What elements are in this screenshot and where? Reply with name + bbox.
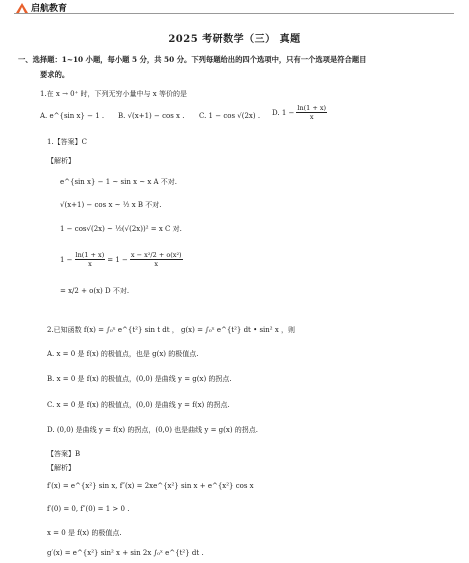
q2-option-d: D. (0,0) 是曲线 y = f(x) 的拐点，(0,0) 也是曲线 y = g(x) 的拐点. xyxy=(47,426,259,434)
q1-d-num: ln(1 + x) xyxy=(75,251,105,259)
section-instructions-cont: 要求的。 xyxy=(40,70,70,79)
q1-analysis-label: 【解析】 xyxy=(47,157,75,165)
q1-d-mid: = 1 − xyxy=(107,255,128,264)
q1-analysis-line-5: = x/2 + o(x) D 不对. xyxy=(60,287,130,295)
q1-option-d-den: x xyxy=(309,113,314,121)
q1-d-den: x xyxy=(88,260,92,268)
q2-answer: 【答案】B xyxy=(47,450,81,458)
section-instructions: 一、选择题：1~10 小题，每小题 5 分，共 50 分。下列每题给出的四个选项中，只有一个选项是符合题目 xyxy=(18,55,367,64)
q2-option-b: B. x = 0 是 f(x) 的极值点，(0,0) 是曲线 y = g(x) 的拐点. xyxy=(47,375,232,383)
q1-option-a: A. e^{sin x} − 1 . xyxy=(40,112,105,120)
q2-option-a: A. x = 0 是 f(x) 的极值点，也是 g(x) 的极值点. xyxy=(47,350,199,358)
q1-d-fraction xyxy=(75,251,106,268)
logo-icon xyxy=(16,3,28,13)
q2-analysis-line-1: f′(x) = e^{x²} sin x, f″(x) = 2xe^{x²} sin x + e^{x²} cos x xyxy=(47,482,254,490)
q1-option-d-fraction xyxy=(296,104,327,121)
q1-d-den-2: x xyxy=(154,260,159,268)
q1-option-d-num: ln(1 + x) xyxy=(297,104,327,112)
logo-text: 启航教育 xyxy=(31,4,68,14)
q1-stem: 1.在 x → 0⁺ 时，下列无穷小量中与 x 等价的是 xyxy=(40,90,187,98)
q1-answer: 1.【答案】C xyxy=(47,138,88,146)
page-title: 2025 考研数学（三） 真题 xyxy=(168,34,301,45)
q2-analysis-line-4: g′(x) = e^{x²} sin² x + sin 2x ∫₀ˣ e^{t²} dt . xyxy=(47,549,204,557)
q2-option-c: C. x = 0 是 f(x) 的极值点，(0,0) 是曲线 y = f(x) 的拐点. xyxy=(47,401,230,409)
q1-option-d-lead: D. 1 − xyxy=(272,108,295,117)
q2-analysis-line-3: x = 0 是 f(x) 的极值点. xyxy=(47,529,122,537)
q1-d-num-2: x − x²/2 + o(x²) xyxy=(130,251,182,259)
q1-analysis-line-3: 1 − cos√(2x) ~ ½(√(2x))² = x C 对. xyxy=(60,225,182,233)
q2-stem: 2.已知函数 f(x) = ∫₀ˣ e^{t²} sin t dt ， g(x) = ∫₀ˣ e^{t²} dt • sin² x ，则 xyxy=(47,326,295,334)
q1-option-c: C. 1 − cos √(2x) . xyxy=(199,112,261,120)
q1-d-fraction-2 xyxy=(130,251,183,268)
q2-analysis-line-2: f′(0) = 0, f″(0) = 1 > 0 . xyxy=(47,505,130,513)
header-divider xyxy=(14,13,454,14)
q1-analysis-line-4 xyxy=(60,251,183,268)
q2-analysis-label: 【解析】 xyxy=(47,464,75,472)
q1-analysis-line-1: e^{sin x} − 1 ~ sin x ~ x A 不对. xyxy=(60,178,178,186)
q1-analysis-line-2: √(x+1) − cos x ~ ½ x B 不对. xyxy=(60,201,162,209)
q1-option-b: B. √(x+1) − cos x . xyxy=(118,112,185,120)
q1-d-lhs: 1 − xyxy=(60,255,73,264)
q1-option-d xyxy=(272,104,327,121)
